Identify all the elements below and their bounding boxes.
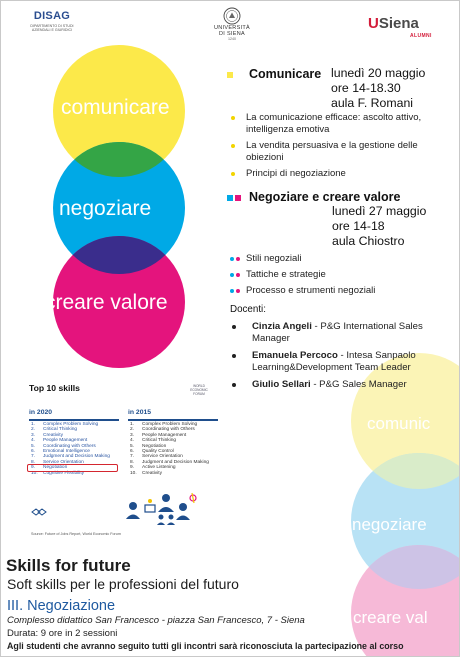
right-circle-label-comunicare: comunic bbox=[367, 414, 431, 433]
list-item: 10. Cognitive Flexibility bbox=[31, 470, 85, 476]
list-item: 7. Service Orientation bbox=[130, 454, 183, 460]
negoziare-topics bbox=[230, 253, 435, 301]
list-item: Stili negoziali bbox=[230, 253, 435, 265]
list-item: 1. Complex Problem Solving bbox=[31, 422, 99, 427]
list-item: 9. Active Listening bbox=[130, 465, 176, 471]
page-subtitle: Soft skills per le professioni del futuro bbox=[7, 576, 239, 592]
disag-logo-subtitle: DIPARTIMENTO DI STUDI AZIENDALI E GIURIDICI bbox=[30, 24, 74, 33]
list-item: La vendita persuasiva e la gestione delle obiezioni bbox=[230, 140, 435, 164]
docenti-title: Docenti: bbox=[230, 304, 266, 315]
list-item: Cinzia Angeli - P&G International Sales Manager bbox=[230, 321, 440, 345]
negoziare-square-blue-icon bbox=[227, 195, 233, 201]
yellow-bullet-icon bbox=[231, 144, 235, 148]
blue-bullet-icon bbox=[230, 289, 234, 293]
list-item: 8. Service Orientation bbox=[31, 459, 84, 465]
usiena-logo-alumni: ALUMNI bbox=[410, 33, 432, 39]
negotiation-highlight-box bbox=[27, 464, 118, 472]
list-item: 5. Coordinating with Others bbox=[31, 443, 96, 449]
source-note: Source: Future of Jobs Report, World Economic Forum bbox=[31, 532, 121, 536]
right-circle-label-creare-valore: creare val bbox=[353, 608, 428, 627]
comunicare-title: Comunicare bbox=[249, 67, 322, 81]
wef-logo bbox=[185, 385, 213, 396]
circle-label-negoziare: negoziare bbox=[59, 197, 152, 220]
year-2015-heading: in 2015 bbox=[128, 409, 152, 416]
list-item: 7. Judgment and Decision Making bbox=[31, 454, 110, 460]
negoziare-title: Negoziare e creare valore bbox=[249, 190, 401, 204]
durata-text: Durata: 9 ore in 2 sessioni bbox=[7, 628, 118, 639]
list-item: 2. Coordinating with Others bbox=[130, 427, 195, 433]
list-item: 9. Negotiation bbox=[31, 465, 68, 471]
right-circle-label-negoziare: negoziare bbox=[352, 515, 427, 534]
bullet-icon bbox=[232, 383, 236, 387]
yellow-bullet-icon bbox=[231, 116, 235, 120]
comunicare-time: ore 14-18.30 bbox=[331, 81, 401, 95]
participation-note: Agli studenti che avranno seguito tutti gli incontri sarà riconosciuta la partecipazione al corso bbox=[7, 641, 404, 651]
location-text: Complesso didattico San Francesco - piazza San Francesco, 7 - Siena bbox=[7, 615, 305, 626]
bullet-icon bbox=[232, 354, 236, 358]
list-item: 6. Quality Control bbox=[130, 449, 174, 455]
module-title: III. Negoziazione bbox=[7, 598, 116, 614]
wef-logo-text: WORLD ECONOMIC FORUM bbox=[190, 384, 208, 396]
usiena-logo-siena: Siena bbox=[378, 15, 419, 32]
usiena-logo-u: U bbox=[368, 15, 379, 32]
page-title: Skills for future bbox=[6, 556, 131, 575]
unisi-logo-year: 1240 bbox=[228, 37, 236, 41]
team-collaboration-icon bbox=[121, 489, 207, 527]
disag-logo-mark: DISAG bbox=[33, 10, 71, 22]
blue-bullet-icon bbox=[230, 257, 234, 261]
list-item: 4. People Management bbox=[31, 438, 88, 444]
list-item: Emanuela Percoco - Intesa Sanpaolo Learning&Development Team Leader bbox=[230, 350, 440, 374]
list-item: La comunicazione efficace: ascolto attivo, intelligenza emotiva bbox=[230, 112, 435, 136]
list-item: Principi di negoziazione bbox=[230, 168, 435, 180]
negoziare-time: ore 14-18 bbox=[332, 219, 385, 233]
list-item: Tattiche e strategie bbox=[230, 269, 435, 281]
comunicare-date: lunedì 20 maggio bbox=[331, 66, 426, 80]
list-item: 2. Critical Thinking bbox=[31, 427, 78, 433]
negoziare-schedule bbox=[332, 204, 426, 249]
docenti-list bbox=[230, 321, 440, 396]
list-item: Giulio Sellari - P&G Sales Manager bbox=[230, 379, 440, 391]
year-2020-heading: in 2020 bbox=[29, 409, 53, 416]
negoziare-room: aula Chiostro bbox=[332, 234, 405, 248]
magenta-bullet-icon bbox=[236, 273, 240, 277]
negoziare-date: lunedì 27 maggio bbox=[332, 204, 427, 218]
magenta-bullet-icon bbox=[236, 289, 240, 293]
top10-title: Top 10 skills bbox=[29, 383, 80, 393]
list-item: 3. People Management bbox=[130, 432, 187, 438]
year-2015-underline bbox=[128, 419, 218, 421]
comunicare-schedule bbox=[331, 66, 425, 111]
yellow-bullet-icon bbox=[231, 172, 235, 176]
circle-label-creare-valore: creare valore bbox=[45, 291, 168, 314]
comunicare-square-icon bbox=[227, 72, 233, 78]
list-item: Processo e strumenti negoziali bbox=[230, 285, 435, 297]
list-item: 3. Creativity bbox=[31, 432, 63, 438]
negoziare-square-magenta-icon bbox=[235, 195, 241, 201]
comunicare-topics bbox=[230, 112, 435, 184]
list-item: 10. Creativity bbox=[130, 470, 162, 476]
circle-label-comunicare: comunicare bbox=[61, 96, 170, 119]
list-item: 5. Negotiation bbox=[130, 443, 167, 449]
list-item: 4. Critical Thinking bbox=[130, 438, 177, 444]
handshake-icon bbox=[31, 507, 47, 517]
list-item: 6. Emotional Intelligence bbox=[31, 449, 90, 455]
unisi-logo-name: UNIVERSITÀ DI SIENA bbox=[213, 25, 250, 37]
year-2020-underline bbox=[29, 419, 119, 421]
blue-bullet-icon bbox=[230, 273, 234, 277]
list-item: 8. Judgment and Decision Making bbox=[130, 459, 209, 465]
comunicare-room: aula F. Romani bbox=[331, 96, 414, 110]
list-item: 1. Complex Problem Solving bbox=[130, 422, 198, 427]
skills-2015-list bbox=[130, 422, 222, 476]
magenta-bullet-icon bbox=[236, 257, 240, 261]
bullet-icon bbox=[232, 325, 236, 329]
